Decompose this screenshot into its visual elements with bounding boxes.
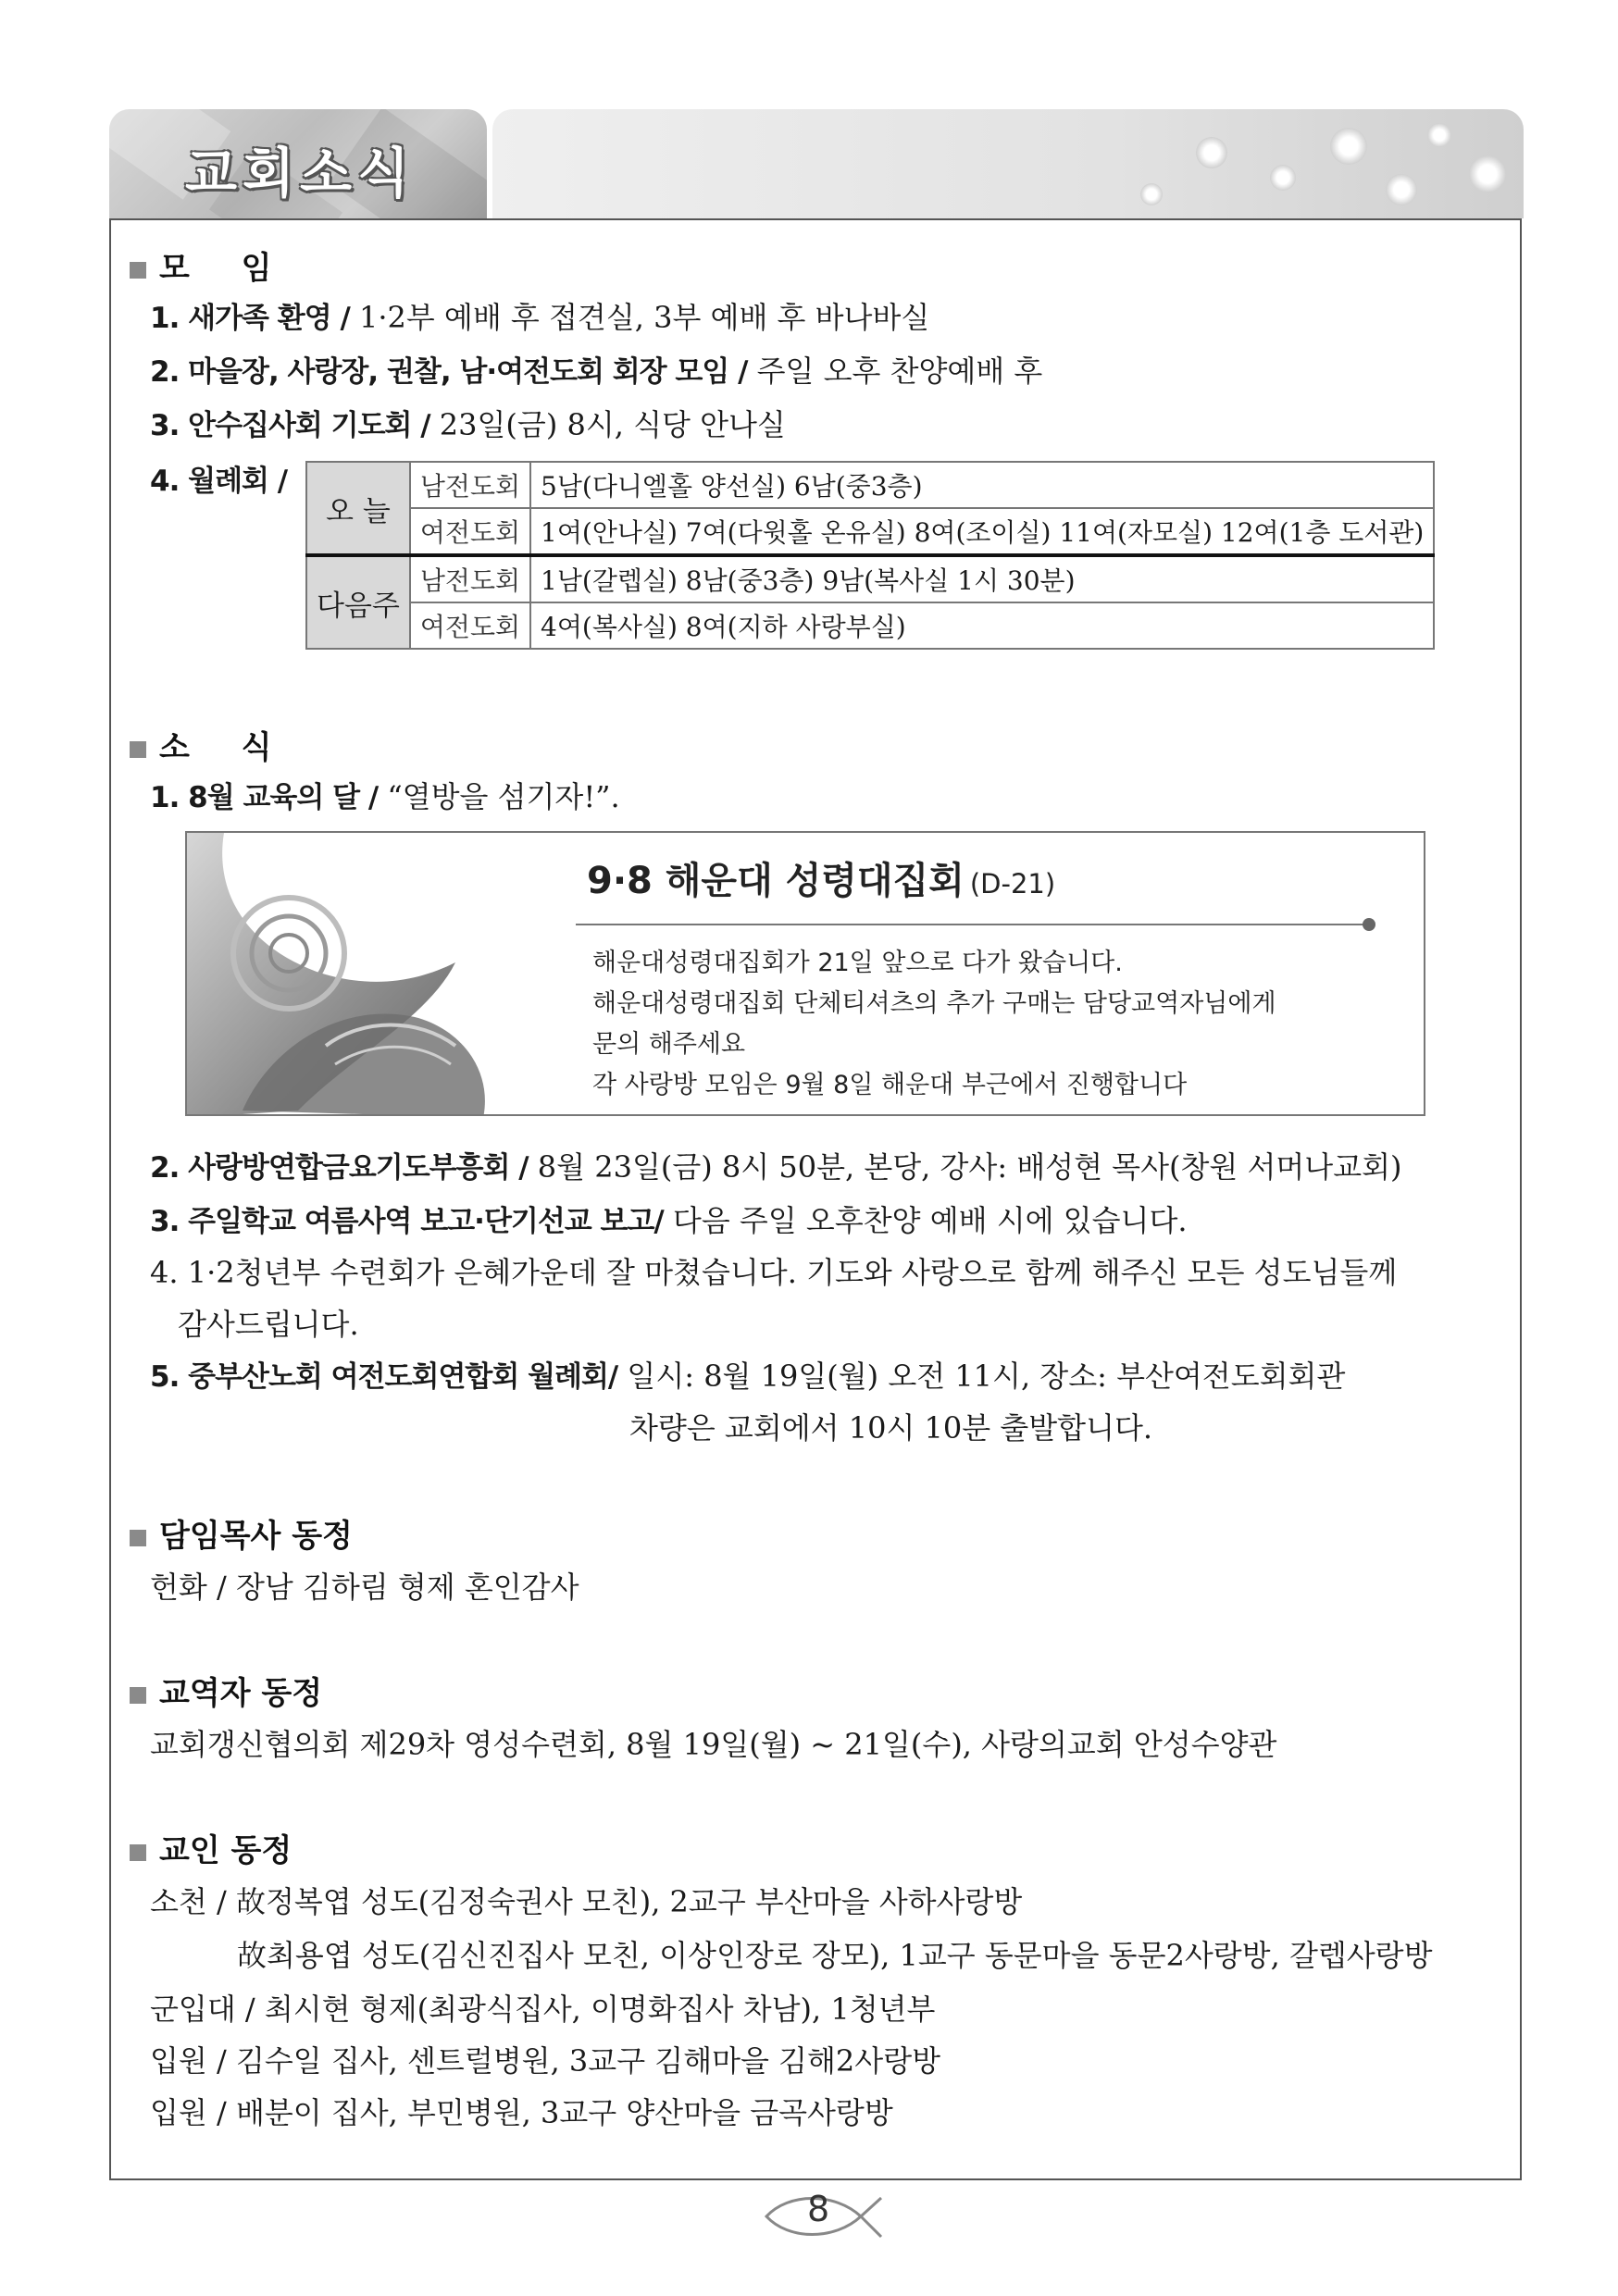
page-title: 교회소식 — [185, 142, 416, 205]
blossom-icon — [1270, 165, 1296, 191]
meeting-item-3: 3. 안수집사회 기도회 / 23일(금) 8시, 식당 안나실 — [150, 407, 786, 442]
news-item-5-cont: 차량은 교회에서 10시 10분 출발합니다. — [629, 1410, 1153, 1446]
members-heading: 교인 동정 — [130, 1825, 292, 1870]
member-news-line: 입원 / 배분이 집사, 부민병원, 3교구 양산마을 금곡사랑방 — [150, 2095, 893, 2130]
table-row — [306, 602, 1434, 649]
pastor-text: 헌화 / 장남 김하림 형제 혼인감사 — [150, 1570, 579, 1605]
pastor-heading: 담임목사 동정 — [130, 1510, 353, 1556]
meeting-places: 1여(안나실) 7여(다윗홀 온유실) 8여(조이실) 11여(자모실) 12여(1층 도서관) — [530, 508, 1434, 555]
header-band — [492, 109, 1524, 218]
news-item-4-cont: 감사드립니다. — [178, 1307, 359, 1342]
meeting-item-1: 1. 새가족 환영 / 1·2부 예배 후 접견실, 3부 예배 후 바나바실 — [150, 300, 930, 335]
news-item-3: 3. 주일학교 여름사역 보고·단기선교 보고/ 다음 주일 오후찬양 예배 시에 있습니다. — [150, 1203, 1188, 1238]
member-news-line: 소천 / 故정복엽 성도(김정숙권사 모친), 2교구 부산마을 사하사랑방 — [150, 1884, 1023, 1919]
blossom-icon — [1469, 155, 1506, 192]
meetings-heading: 모 임 — [130, 242, 292, 288]
event-line: 각 사랑방 모임은 9월 8일 해운대 부근에서 진행합니다 — [592, 1071, 1188, 1099]
today-label: 오 늘 — [306, 462, 410, 555]
news-item-1: 1. 8월 교육의 달 / “열방을 섬기자!”. — [150, 779, 620, 814]
blossom-icon — [1427, 123, 1451, 147]
ministers-heading: 교역자 동정 — [130, 1668, 322, 1713]
group-name: 여전도회 — [410, 508, 530, 555]
bullet-square-icon — [130, 1530, 146, 1546]
divider-line — [576, 924, 1368, 925]
meeting-places: 5남(다니엘홀 양선실) 6남(중3층) — [530, 462, 1434, 508]
event-line: 문의 해주세요 — [592, 1030, 746, 1059]
table-row — [306, 462, 1434, 508]
dot-icon — [1363, 918, 1375, 931]
event-title: 9·8 해운대 성령대집회 (D-21) — [587, 860, 1056, 902]
bullet-square-icon — [130, 1687, 146, 1704]
group-name: 남전도회 — [410, 555, 530, 602]
member-news-line: 군입대 / 최시현 형제(최광식집사, 이명화집사 차남), 1청년부 — [150, 1992, 936, 2027]
blossom-icon — [1196, 137, 1227, 168]
news-item-5: 5. 중부산노회 여전도회연합회 월례회/ 일시: 8월 19일(월) 오전 11시, 장소: 부산여전도회회관 — [150, 1359, 1346, 1394]
ministers-text: 교회갱신협의회 제29차 영성수련회, 8월 19일(월) ~ 21일(수), 사랑의교회 안성수양관 — [150, 1727, 1277, 1762]
group-name: 여전도회 — [410, 602, 530, 649]
bullet-square-icon — [130, 262, 146, 279]
event-line: 해운대성령대집회 단체티셔츠의 추가 구매는 담당교역자님에게 — [592, 989, 1276, 1018]
news-item-2: 2. 사랑방연합금요기도부흥회 / 8월 23일(금) 8시 50분, 본당, 강사: 배성현 목사(창원 서머나교회) — [150, 1149, 1402, 1185]
table-row — [306, 508, 1434, 555]
bullet-square-icon — [130, 1844, 146, 1861]
page-number: 8 — [807, 2189, 830, 2229]
event-banner — [185, 831, 1425, 1116]
blossom-icon — [1386, 174, 1417, 205]
bullet-square-icon — [130, 741, 146, 758]
blossom-icon — [1330, 128, 1367, 165]
member-news-line: 故최용엽 성도(김신진집사 모친, 이상인장로 장모), 1교구 동문마을 동문2사랑방, 갈렙사랑방 — [237, 1938, 1433, 1973]
event-line: 해운대성령대집회가 21일 앞으로 다가 왔습니다. — [592, 949, 1123, 977]
next-week-label: 다음주 — [306, 555, 410, 649]
table-row — [306, 555, 1434, 602]
news-heading: 소 식 — [130, 722, 292, 767]
blossom-icon — [1140, 183, 1163, 205]
news-item-4: 4. 1·2청년부 수련회가 은혜가운데 잘 마쳤습니다. 기도와 사랑으로 함께 해주신 모든 성도님들께 — [150, 1255, 1398, 1290]
monthly-meeting-table — [305, 461, 1435, 650]
event-dday: (D-21) — [969, 868, 1056, 900]
meeting-places: 1남(갈렙실) 8남(중3층) 9남(복사실 1시 30분) — [530, 555, 1434, 602]
meeting-item-2: 2. 마을장, 사랑장, 권찰, 남·여전도회 회장 모임 / 주일 오후 찬양예배 후 — [150, 354, 1043, 389]
member-news-line: 입원 / 김수일 집사, 센트럴병원, 3교구 김해마을 김해2사랑방 — [150, 2043, 941, 2079]
meeting-places: 4여(복사실) 8여(지하 사랑부실) — [530, 602, 1434, 649]
group-name: 남전도회 — [410, 462, 530, 508]
meeting-item-4: 4. 월례회 / — [150, 465, 288, 498]
wave-illustration — [187, 833, 520, 1116]
